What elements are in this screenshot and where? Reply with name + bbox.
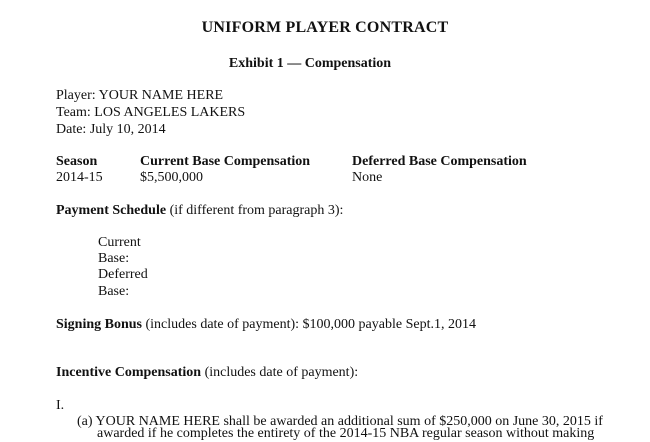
signing-bonus-line	[56, 316, 476, 333]
cell-current-base: $5,500,000	[140, 170, 203, 185]
exhibit-subtitle: Exhibit 1 — Compensation	[228, 56, 392, 71]
header-season: Season	[56, 154, 98, 169]
header-current-base: Current Base Compensation	[140, 154, 311, 169]
team-line: Team: LOS ANGELES LAKERS	[56, 105, 246, 120]
schedule-line-base-2: Base:	[98, 284, 130, 299]
incentive-line	[56, 364, 358, 381]
incentive-note: (includes date of payment):	[201, 365, 359, 380]
clause-a: (a) YOUR NAME HERE shall be awarded an additional sum of $250,000 on June 30, 2015 if	[77, 414, 603, 429]
document-title: UNIFORM PLAYER CONTRACT	[201, 19, 449, 36]
cell-season: 2014-15	[56, 170, 103, 185]
date-line: Date: July 10, 2014	[56, 122, 166, 137]
schedule-line-current: Current	[98, 235, 141, 250]
payment-schedule-line	[56, 202, 343, 219]
schedule-line-deferred: Deferred	[98, 267, 148, 282]
payment-schedule-note: (if different from paragraph 3):	[166, 203, 344, 218]
clause-a-continuation: awarded if he completes the entirety of the 2014-15 NBA regular season without making	[97, 426, 595, 441]
signing-bonus-text: (includes date of payment): $100,000 payable Sept.1, 2014	[142, 317, 476, 332]
header-deferred-base: Deferred Base Compensation	[352, 154, 527, 169]
cell-deferred-base: None	[352, 170, 383, 185]
section-numeral: I.	[56, 398, 65, 413]
clause-a-continuation-clipped	[0, 425, 650, 441]
schedule-line-base-1: Base:	[98, 251, 130, 266]
payment-schedule-label: Payment Schedule	[56, 203, 167, 218]
signing-bonus-label: Signing Bonus	[56, 317, 142, 332]
incentive-label: Incentive Compensation	[56, 365, 202, 380]
player-line: Player: YOUR NAME HERE	[56, 88, 224, 103]
